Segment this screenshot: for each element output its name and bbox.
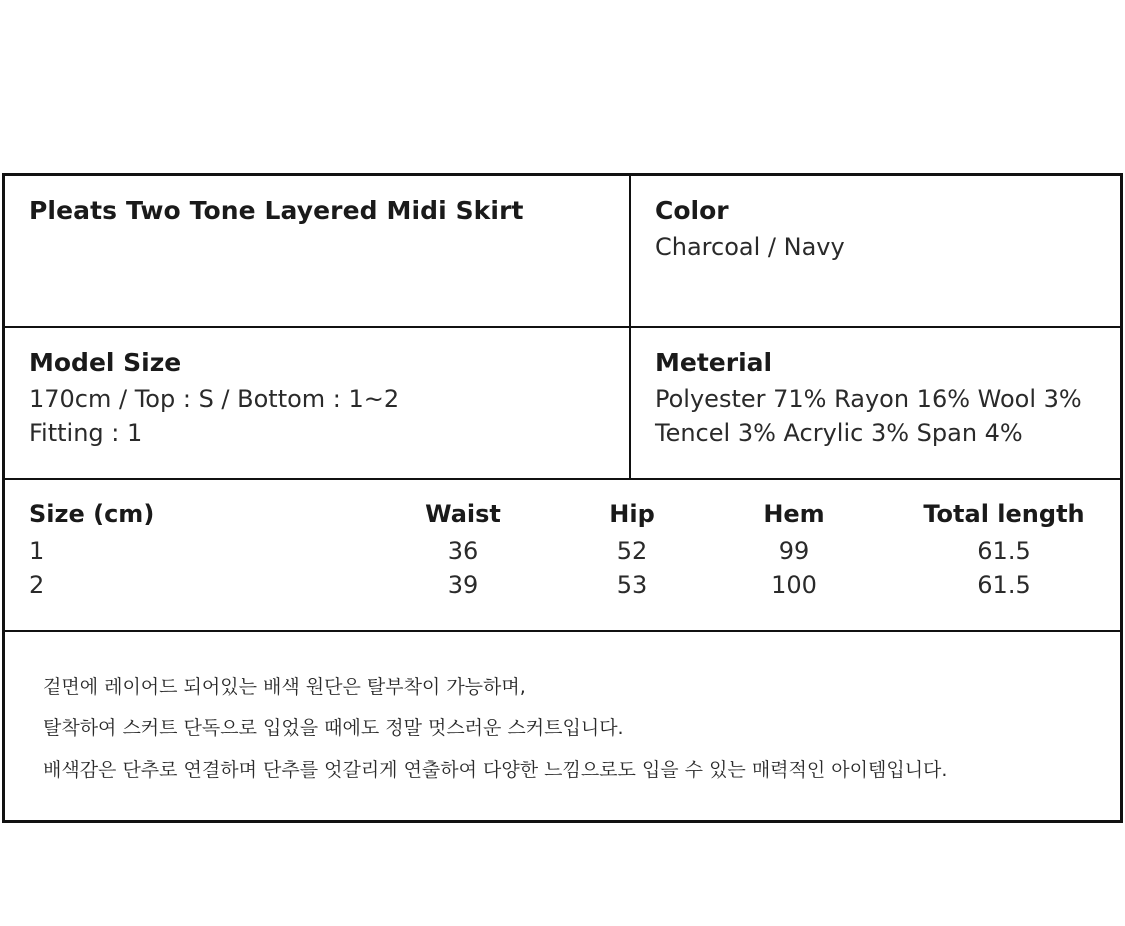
model-size-cell [29, 328, 619, 478]
hem-cell: 100 [771, 571, 817, 599]
product-name: Pleats Two Tone Layered Midi Skirt [29, 196, 524, 225]
row-size-chart [5, 480, 1120, 632]
material-line-2: Tencel 3% Acrylic 3% Span 4% [655, 419, 1023, 447]
row-description [5, 632, 1120, 820]
total-length-header: Total length [923, 500, 1085, 528]
hip-header: Hip [609, 500, 655, 528]
material-cell [655, 328, 1115, 478]
size-cell: 1 [29, 537, 45, 565]
color-heading: Color [655, 196, 729, 225]
size-cell: 2 [29, 571, 45, 599]
waist-header: Waist [425, 500, 501, 528]
material-heading: Meterial [655, 348, 773, 377]
color-cell [655, 176, 1115, 326]
product-info-table [2, 173, 1123, 823]
product-name-cell [29, 176, 619, 326]
column-divider [629, 328, 631, 478]
description-line: 배색감은 단추로 연결하며 단추를 엇갈리게 연출하여 다양한 느낌으로도 입을 수 있는 매력적인 아이템입니다. [43, 759, 948, 781]
size-header: Size (cm) [29, 500, 155, 528]
row-model-material [5, 328, 1120, 480]
model-size-line-1: 170cm / Top : S / Bottom : 1~2 [29, 385, 400, 413]
model-size-heading: Model Size [29, 348, 182, 377]
description-line: 겉면에 레이어드 되어있는 배색 원단은 탈부착이 가능하며, [43, 676, 526, 698]
hip-cell: 53 [616, 571, 648, 599]
description-line: 탈착하여 스커트 단독으로 입었을 때에도 정말 멋스러운 스커트입니다. [43, 717, 624, 739]
hip-cell: 52 [616, 537, 648, 565]
column-divider [629, 176, 631, 326]
row-name-color [5, 176, 1120, 328]
waist-cell: 36 [447, 537, 479, 565]
material-line-1: Polyester 71% Rayon 16% Wool 3% [655, 385, 1082, 413]
model-size-line-2: Fitting : 1 [29, 419, 143, 447]
total-length-cell: 61.5 [977, 571, 1031, 599]
color-value: Charcoal / Navy [655, 233, 845, 261]
hem-header: Hem [763, 500, 825, 528]
hem-cell: 99 [778, 537, 810, 565]
total-length-cell: 61.5 [977, 537, 1031, 565]
waist-cell: 39 [447, 571, 479, 599]
